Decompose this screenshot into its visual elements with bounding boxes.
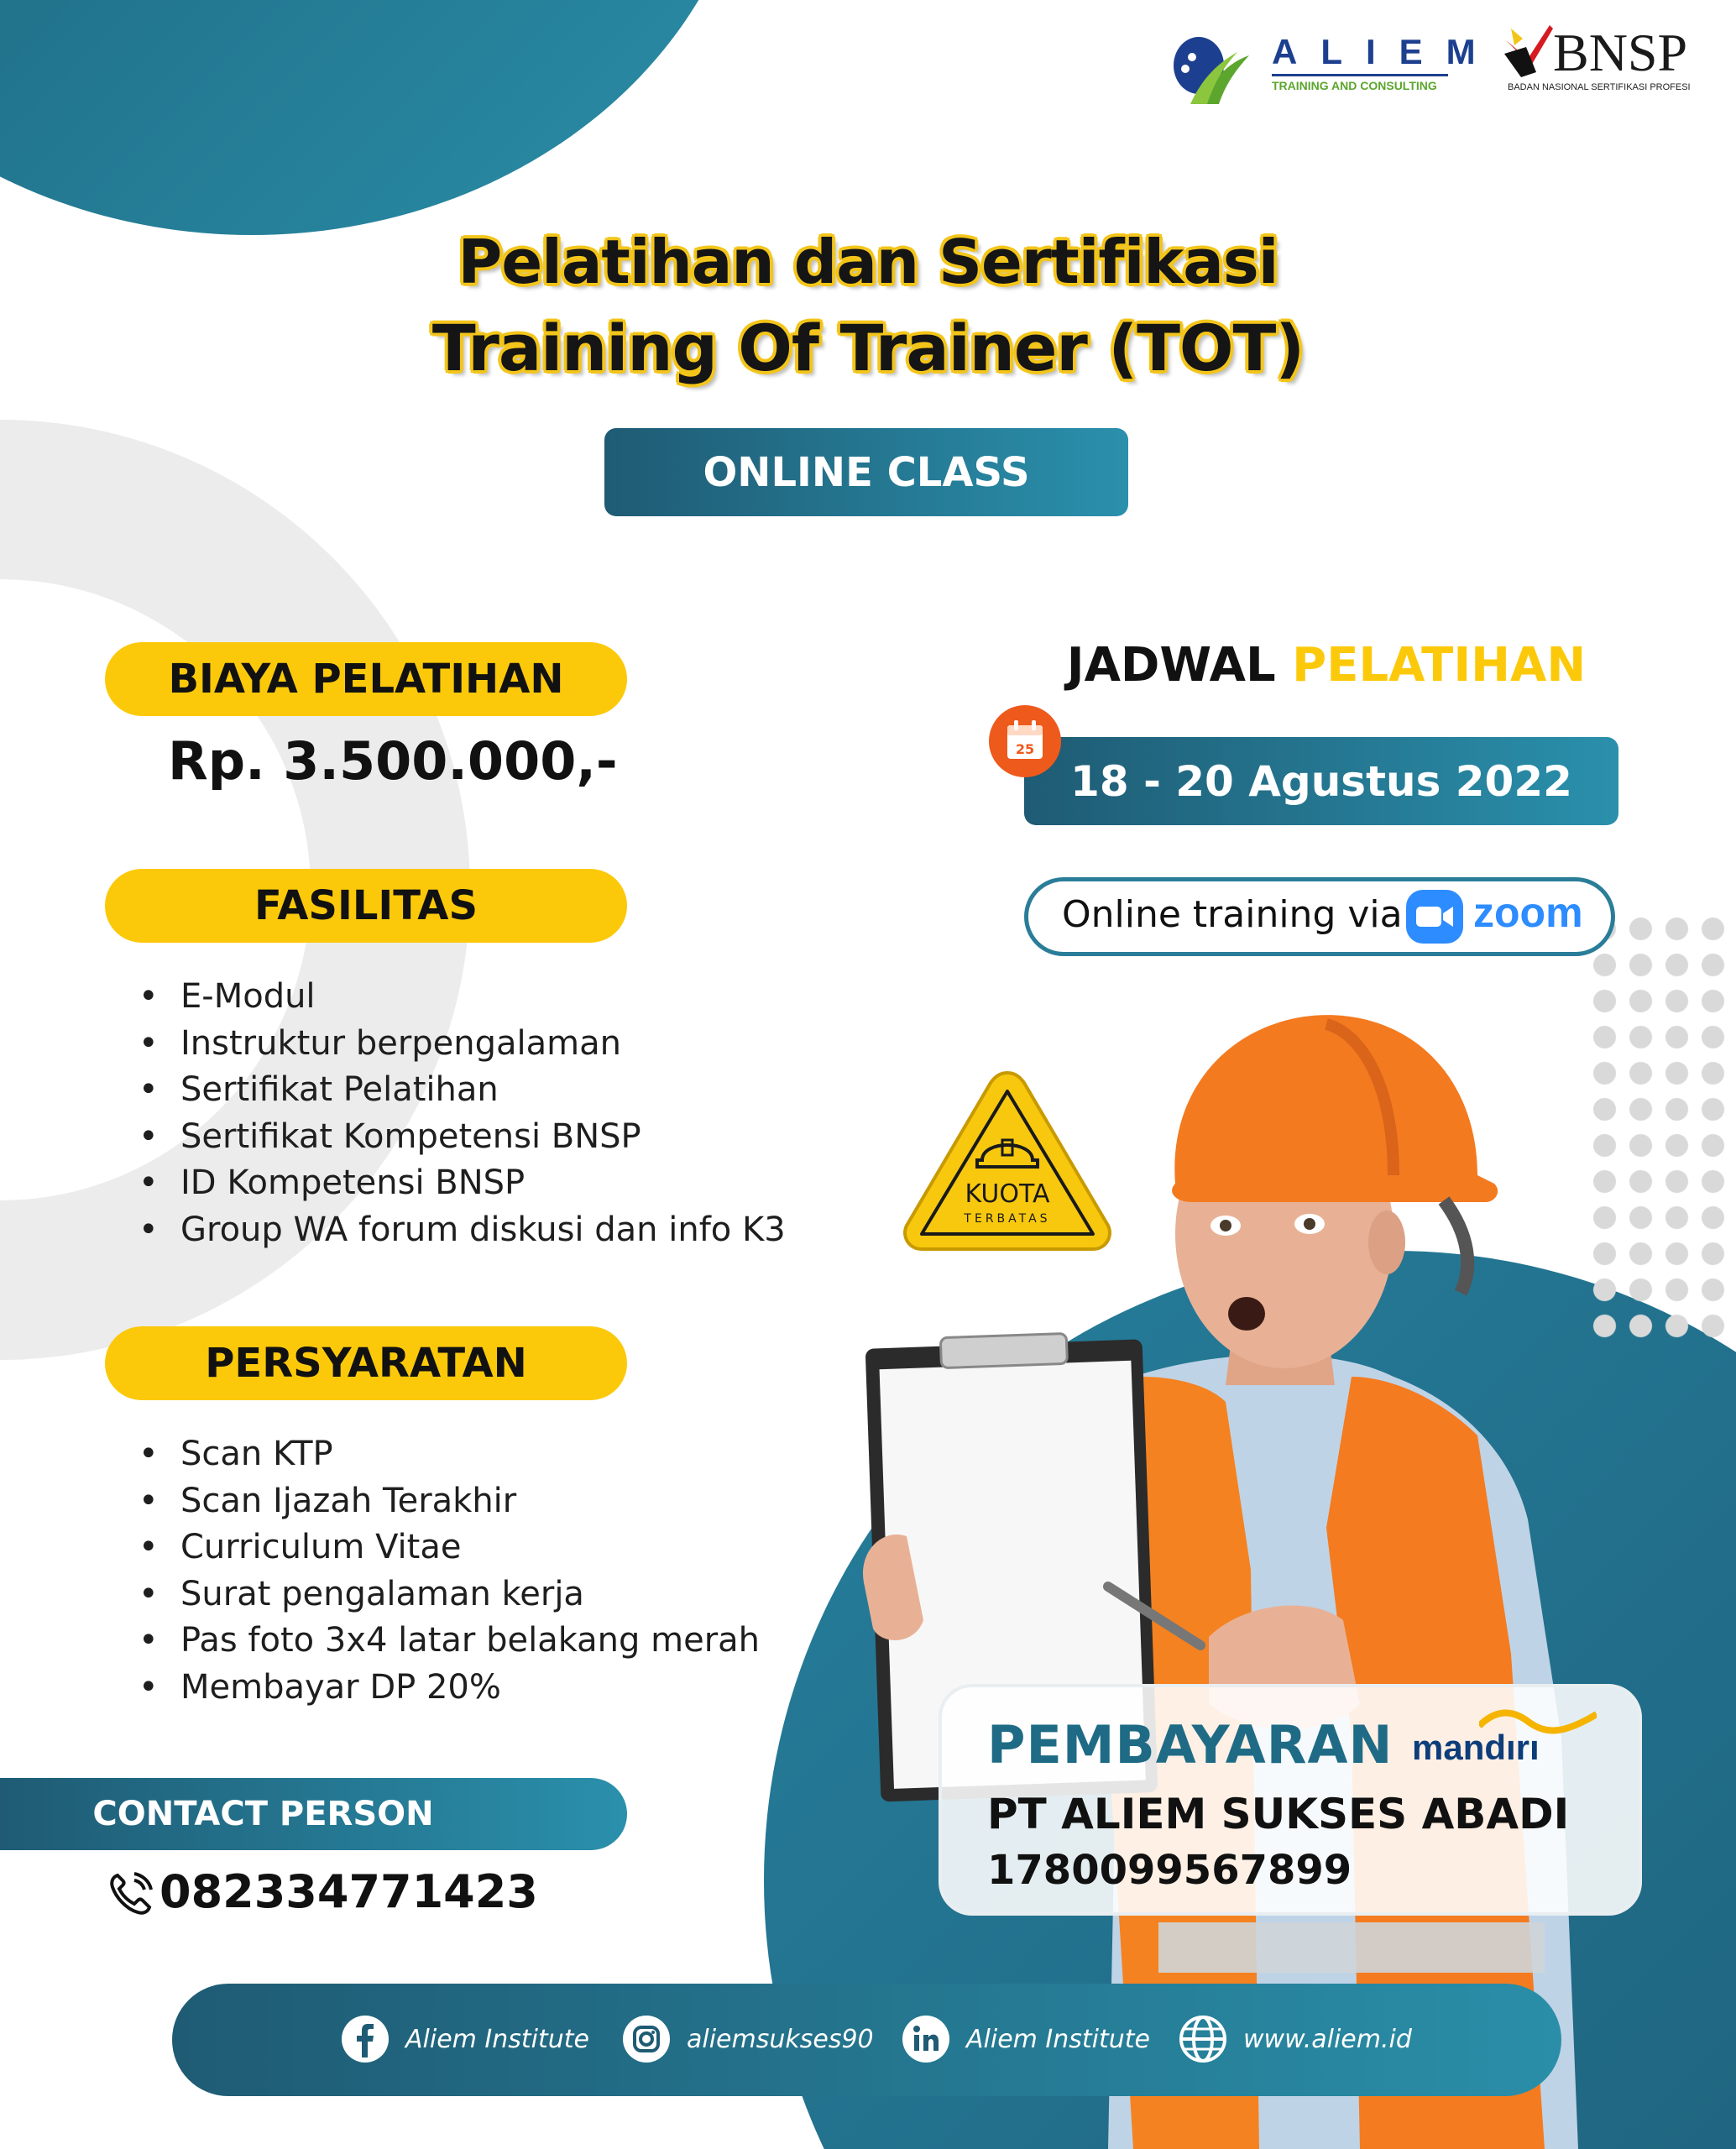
mandiri-logo: mandırı [1412,1728,1540,1767]
linkedin-label: Aliem Institute [966,2024,1150,2054]
contact-phone[interactable]: 082334771423 [159,1865,538,1918]
instagram-icon [621,2014,672,2064]
pembayaran-label: PEMBAYARAN [987,1714,1394,1775]
list-item: • Scan KTP [180,1431,760,1478]
list-item: • ID Kompetensi BNSP [180,1160,786,1207]
facebook-link[interactable] [340,2009,589,2069]
facebook-label: Aliem Institute [405,2024,589,2054]
kuota-line-2: TERBATAS [964,1212,1051,1226]
worker-illustration [856,982,1736,2149]
list-item: • Instruktur berpengalaman [180,1021,786,1068]
list-item: • Curriculum Vitae [180,1524,760,1571]
phone-icon [107,1870,154,1917]
website-link[interactable] [1178,2009,1412,2069]
list-item: • Scan Ijazah Terakhir [180,1478,760,1525]
persyaratan-list [105,1431,760,1711]
jadwal-heading [1016,638,1637,693]
list-item: • Sertifikat Kompetensi BNSP [180,1114,786,1161]
account-number: 1780099567899 [987,1847,1352,1894]
price: Rp. 3.500.000,- [168,730,618,792]
bnsp-tagline: BADAN NASIONAL SERTIFIKASI PROFESI [1508,82,1691,92]
bnsp-logo [1503,22,1721,106]
linkedin-link[interactable] [901,2009,1150,2069]
list-item: • Surat pengalaman kerja [180,1571,760,1618]
globe-icon [1178,2014,1228,2064]
zoom-info-box [1024,877,1615,956]
online-class-badge: ONLINE CLASS [604,428,1128,516]
facebook-icon [340,2014,390,2064]
contact-person-label: CONTACT PERSON [0,1778,627,1850]
fasilitas-list [105,974,786,1253]
calendar-day: 25 [1015,741,1035,757]
online-via-text: Online training via [1062,893,1403,936]
website-label: www.aliem.id [1243,2024,1412,2054]
linkedin-icon [901,2014,951,2064]
list-item: • Pas foto 3x4 latar belakang merah [180,1618,760,1665]
pelatihan-word: PELATIHAN [1292,638,1587,693]
biaya-label: BIAYA PELATIHAN [105,642,627,716]
persyaratan-label: PERSYARATAN [105,1326,627,1400]
instagram-label: aliemsukses90 [687,2024,874,2054]
bnsp-name: BNSP [1553,23,1688,82]
aliem-tagline: TRAINING AND CONSULTING [1272,79,1437,92]
list-item: • Sertifikat Pelatihan [180,1067,786,1114]
zoom-camera-icon [1406,890,1463,944]
fasilitas-label: FASILITAS [105,869,627,943]
aliem-mark-icon [1167,30,1251,106]
instagram-link[interactable] [621,2009,874,2069]
title-line-1: Pelatihan dan Sertifikasi [458,227,1278,297]
bnsp-mark-icon [1503,22,1555,81]
calendar-icon [989,705,1061,777]
list-item: • Membayar DP 20% [180,1665,760,1712]
bg-teal-top-shape [0,0,756,235]
payment-box [939,1684,1642,1916]
title-line-2: Training Of Trainer (TOT) [431,311,1305,385]
social-footer [172,1984,1561,2096]
date-badge: 18 - 20 Agustus 2022 [1024,737,1618,825]
jadwal-word: JADWAL [1066,638,1276,693]
aliem-underline [1272,74,1448,76]
aliem-logo [1167,27,1499,111]
list-item: • E-Modul [180,974,786,1021]
zoom-logo: zoom [1473,889,1583,936]
account-name: PT ALIEM SUKSES ABADI [987,1790,1570,1838]
list-item: • Group WA forum diskusi dan info K3 [180,1207,786,1254]
aliem-name: ALIEM [1272,32,1499,71]
kuota-line-1: KUOTA [965,1179,1050,1209]
